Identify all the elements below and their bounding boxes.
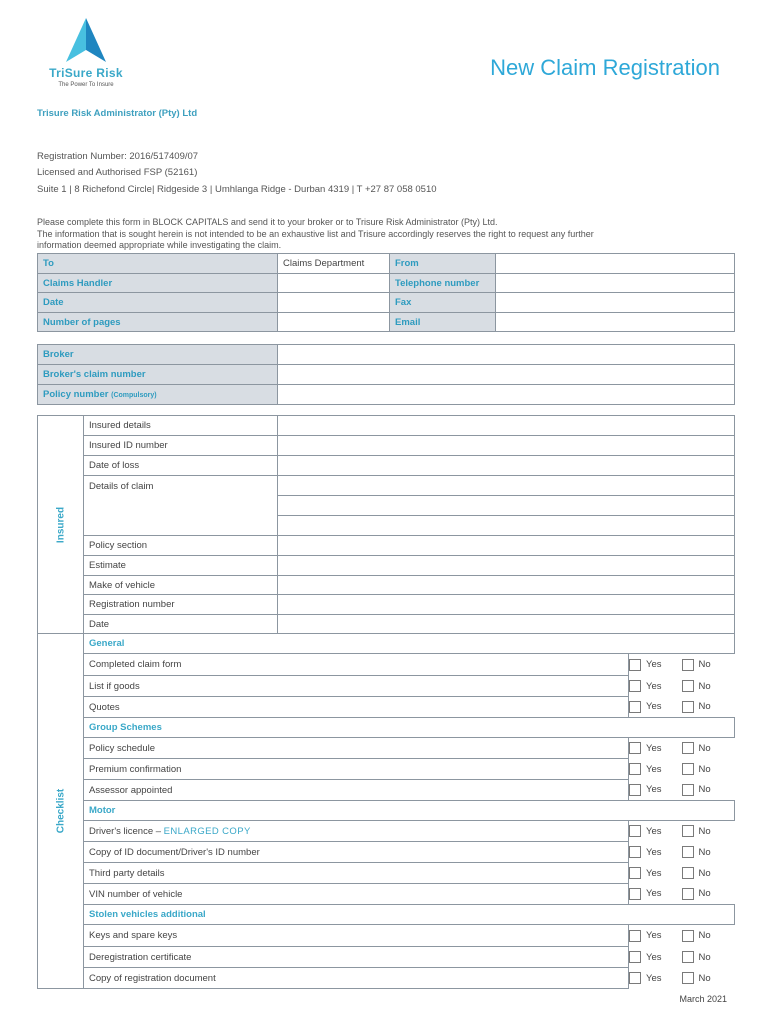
checklist-item-policy-schedule: Policy schedule [84,738,629,759]
checklist-item-third-party-details: Third party details [84,863,629,884]
registration-number: Registration Number: 2016/517409/07 [37,151,199,162]
yes-label: Yes [646,867,662,879]
no-checkbox[interactable] [682,701,694,713]
email-label: Email [390,313,496,332]
yes-checkbox[interactable] [629,742,641,754]
registration-number-label: Registration number [84,595,278,615]
yes-label: Yes [646,846,662,858]
no-label: No [698,742,711,754]
yes-option[interactable] [629,780,682,801]
no-option[interactable] [682,780,735,801]
trisure-logo [40,16,132,90]
no-label: No [698,784,711,796]
no-checkbox[interactable] [682,680,694,692]
yes-option[interactable] [629,884,682,905]
broker-field[interactable] [278,345,735,365]
details-of-claim-field-3[interactable] [278,516,735,536]
yes-checkbox[interactable] [629,972,641,984]
yes-label: Yes [646,951,662,963]
header-table [37,253,735,332]
section-general: General [84,634,735,654]
no-option[interactable] [682,884,735,905]
yes-option[interactable] [629,947,682,968]
to-label: To [38,254,278,274]
section-group-schemes: Group Schemes [84,718,735,738]
checklist-item-drivers-licence [84,821,629,842]
yes-label: Yes [646,742,662,754]
no-label: No [698,951,711,963]
logo-tagline: The Power To Insure [58,82,114,88]
no-label: No [698,867,711,879]
yes-checkbox[interactable] [629,930,641,942]
date-field[interactable] [278,293,390,313]
no-label: No [698,659,711,671]
checklist-item-deregistration-certificate: Deregistration certificate [84,947,629,968]
yes-label: Yes [646,930,662,942]
checklist-side-label: Checklist [38,634,84,989]
no-label: No [698,763,711,775]
date-of-loss-label: Date of loss [84,456,278,476]
yes-checkbox[interactable] [629,701,641,713]
no-option[interactable] [682,676,735,697]
company-name: Trisure Risk Administrator (Pty) Ltd [37,108,198,119]
claim-details-table [37,415,735,989]
yes-option[interactable] [629,676,682,697]
checklist-item-assessor-appointed: Assessor appointed [84,780,629,801]
to-value: Claims Department [278,254,390,274]
details-of-claim-field-1[interactable] [278,476,735,496]
intro-line: information deemed appropriate while investigating the claim. [37,240,282,250]
broker-claim-number-field[interactable] [278,365,735,385]
fsp-licence: Licensed and Authorised FSP (52161) [37,167,198,178]
no-checkbox[interactable] [682,846,694,858]
no-option[interactable] [682,863,735,884]
broker-table [37,344,735,405]
policy-section-field[interactable] [278,536,735,556]
checklist-item-quotes: Quotes [84,697,629,718]
no-checkbox[interactable] [682,972,694,984]
no-option[interactable] [682,947,735,968]
date-label: Date [38,293,278,313]
yes-label: Yes [646,972,662,984]
intro-text [37,217,737,252]
no-label: No [698,825,711,837]
yes-checkbox[interactable] [629,659,641,671]
no-option[interactable] [682,968,735,989]
yes-option[interactable] [629,738,682,759]
policy-number-field[interactable] [278,385,735,405]
checklist-item-vin-number: VIN number of vehicle [84,884,629,905]
enlarged-copy-note: ENLARGED COPY [163,825,251,837]
email-field[interactable] [496,313,735,332]
yes-checkbox[interactable] [629,951,641,963]
from-label: From [390,254,496,274]
insured-date-label: Date [84,615,278,634]
policy-number-text: Policy number [43,389,109,400]
drivers-licence-text: Driver's licence – [89,825,162,837]
footer-date: March 2021 [679,994,727,1004]
yes-option[interactable] [629,842,682,863]
yes-label: Yes [646,763,662,775]
yes-checkbox[interactable] [629,846,641,858]
claims-handler-label: Claims Handler [38,274,278,293]
section-stolen-vehicles: Stolen vehicles additional [84,905,735,925]
from-field[interactable] [496,254,735,274]
no-option[interactable] [682,842,735,863]
triangle-logo-icon [62,16,110,64]
make-of-vehicle-label: Make of vehicle [84,576,278,595]
yes-option[interactable] [629,821,682,842]
yes-label: Yes [646,659,662,671]
yes-checkbox[interactable] [629,888,641,900]
no-label: No [698,888,711,900]
no-option[interactable] [682,738,735,759]
yes-checkbox[interactable] [629,867,641,879]
yes-option[interactable] [629,863,682,884]
fax-field[interactable] [496,293,735,313]
insured-details-field[interactable] [278,416,735,436]
insured-id-field[interactable] [278,436,735,456]
yes-label: Yes [646,888,662,900]
checklist-item-list-of-goods: List if goods [84,676,629,697]
no-label: No [698,680,711,692]
no-checkbox[interactable] [682,951,694,963]
no-option[interactable] [682,821,735,842]
yes-option[interactable] [629,968,682,989]
yes-option[interactable] [629,654,682,676]
no-option[interactable] [682,654,735,676]
no-checkbox[interactable] [682,742,694,754]
no-checkbox[interactable] [682,888,694,900]
checklist-item-copy-of-id: Copy of ID document/Driver's ID number [84,842,629,863]
broker-claim-number-label: Broker's claim number [38,365,278,385]
telephone-label: Telephone number [390,274,496,293]
yes-checkbox[interactable] [629,825,641,837]
no-checkbox[interactable] [682,825,694,837]
yes-option[interactable] [629,759,682,780]
yes-checkbox[interactable] [629,784,641,796]
date-of-loss-field[interactable] [278,456,735,476]
section-motor: Motor [84,801,735,821]
insured-details-label: Insured details [84,416,278,436]
no-option[interactable] [682,925,735,947]
logo-name: TriSure Risk [49,66,123,80]
estimate-label: Estimate [84,556,278,576]
no-option[interactable] [682,697,735,718]
no-label: No [698,972,711,984]
estimate-field[interactable] [278,556,735,576]
yes-option[interactable] [629,697,682,718]
claims-handler-field[interactable] [278,274,390,293]
yes-checkbox[interactable] [629,763,641,775]
address-line: Suite 1 | 8 Richefond Circle| Ridgeside 3 | Umhlanga Ridge - Durban 4319 | T +27 87 058 0510 [37,184,437,195]
yes-label: Yes [646,680,662,692]
intro-line: Please complete this form in BLOCK CAPITALS and send it to your broker or to Trisure Risk Administrator (Pty) Ltd. [37,217,498,227]
no-checkbox[interactable] [682,763,694,775]
no-checkbox[interactable] [682,930,694,942]
page-title: New Claim Registration [490,55,720,80]
policy-section-label: Policy section [84,536,278,556]
no-checkbox[interactable] [682,867,694,879]
insured-id-label: Insured ID number [84,436,278,456]
compulsory-note: (Compulsory) [111,392,157,399]
registration-number-field[interactable] [278,595,735,615]
pages-label: Number of pages [38,313,278,332]
checklist-item-completed-claim-form: Completed claim form [84,654,629,676]
no-checkbox[interactable] [682,659,694,671]
yes-label: Yes [646,701,662,713]
no-label: No [698,701,711,713]
policy-number-label [38,385,278,405]
pages-field[interactable] [278,313,390,332]
yes-checkbox[interactable] [629,680,641,692]
yes-option[interactable] [629,925,682,947]
yes-label: Yes [646,825,662,837]
no-checkbox[interactable] [682,784,694,796]
no-label: No [698,930,711,942]
details-of-claim-label: Details of claim [84,476,278,536]
fax-label: Fax [390,293,496,313]
no-option[interactable] [682,759,735,780]
details-of-claim-field-2[interactable] [278,496,735,516]
telephone-field[interactable] [496,274,735,293]
checklist-item-copy-of-registration: Copy of registration document [84,968,629,989]
intro-line: The information that is sought herein is not intended to be an exhaustive list and Trisure accordingly reserves the right to request any further [37,228,594,239]
no-label: No [698,846,711,858]
insured-side-label: Insured [38,416,84,634]
checklist-item-premium-confirmation: Premium confirmation [84,759,629,780]
make-of-vehicle-field[interactable] [278,576,735,595]
checklist-item-keys: Keys and spare keys [84,925,629,947]
yes-label: Yes [646,784,662,796]
broker-label: Broker [38,345,278,365]
insured-date-field[interactable] [278,615,735,634]
